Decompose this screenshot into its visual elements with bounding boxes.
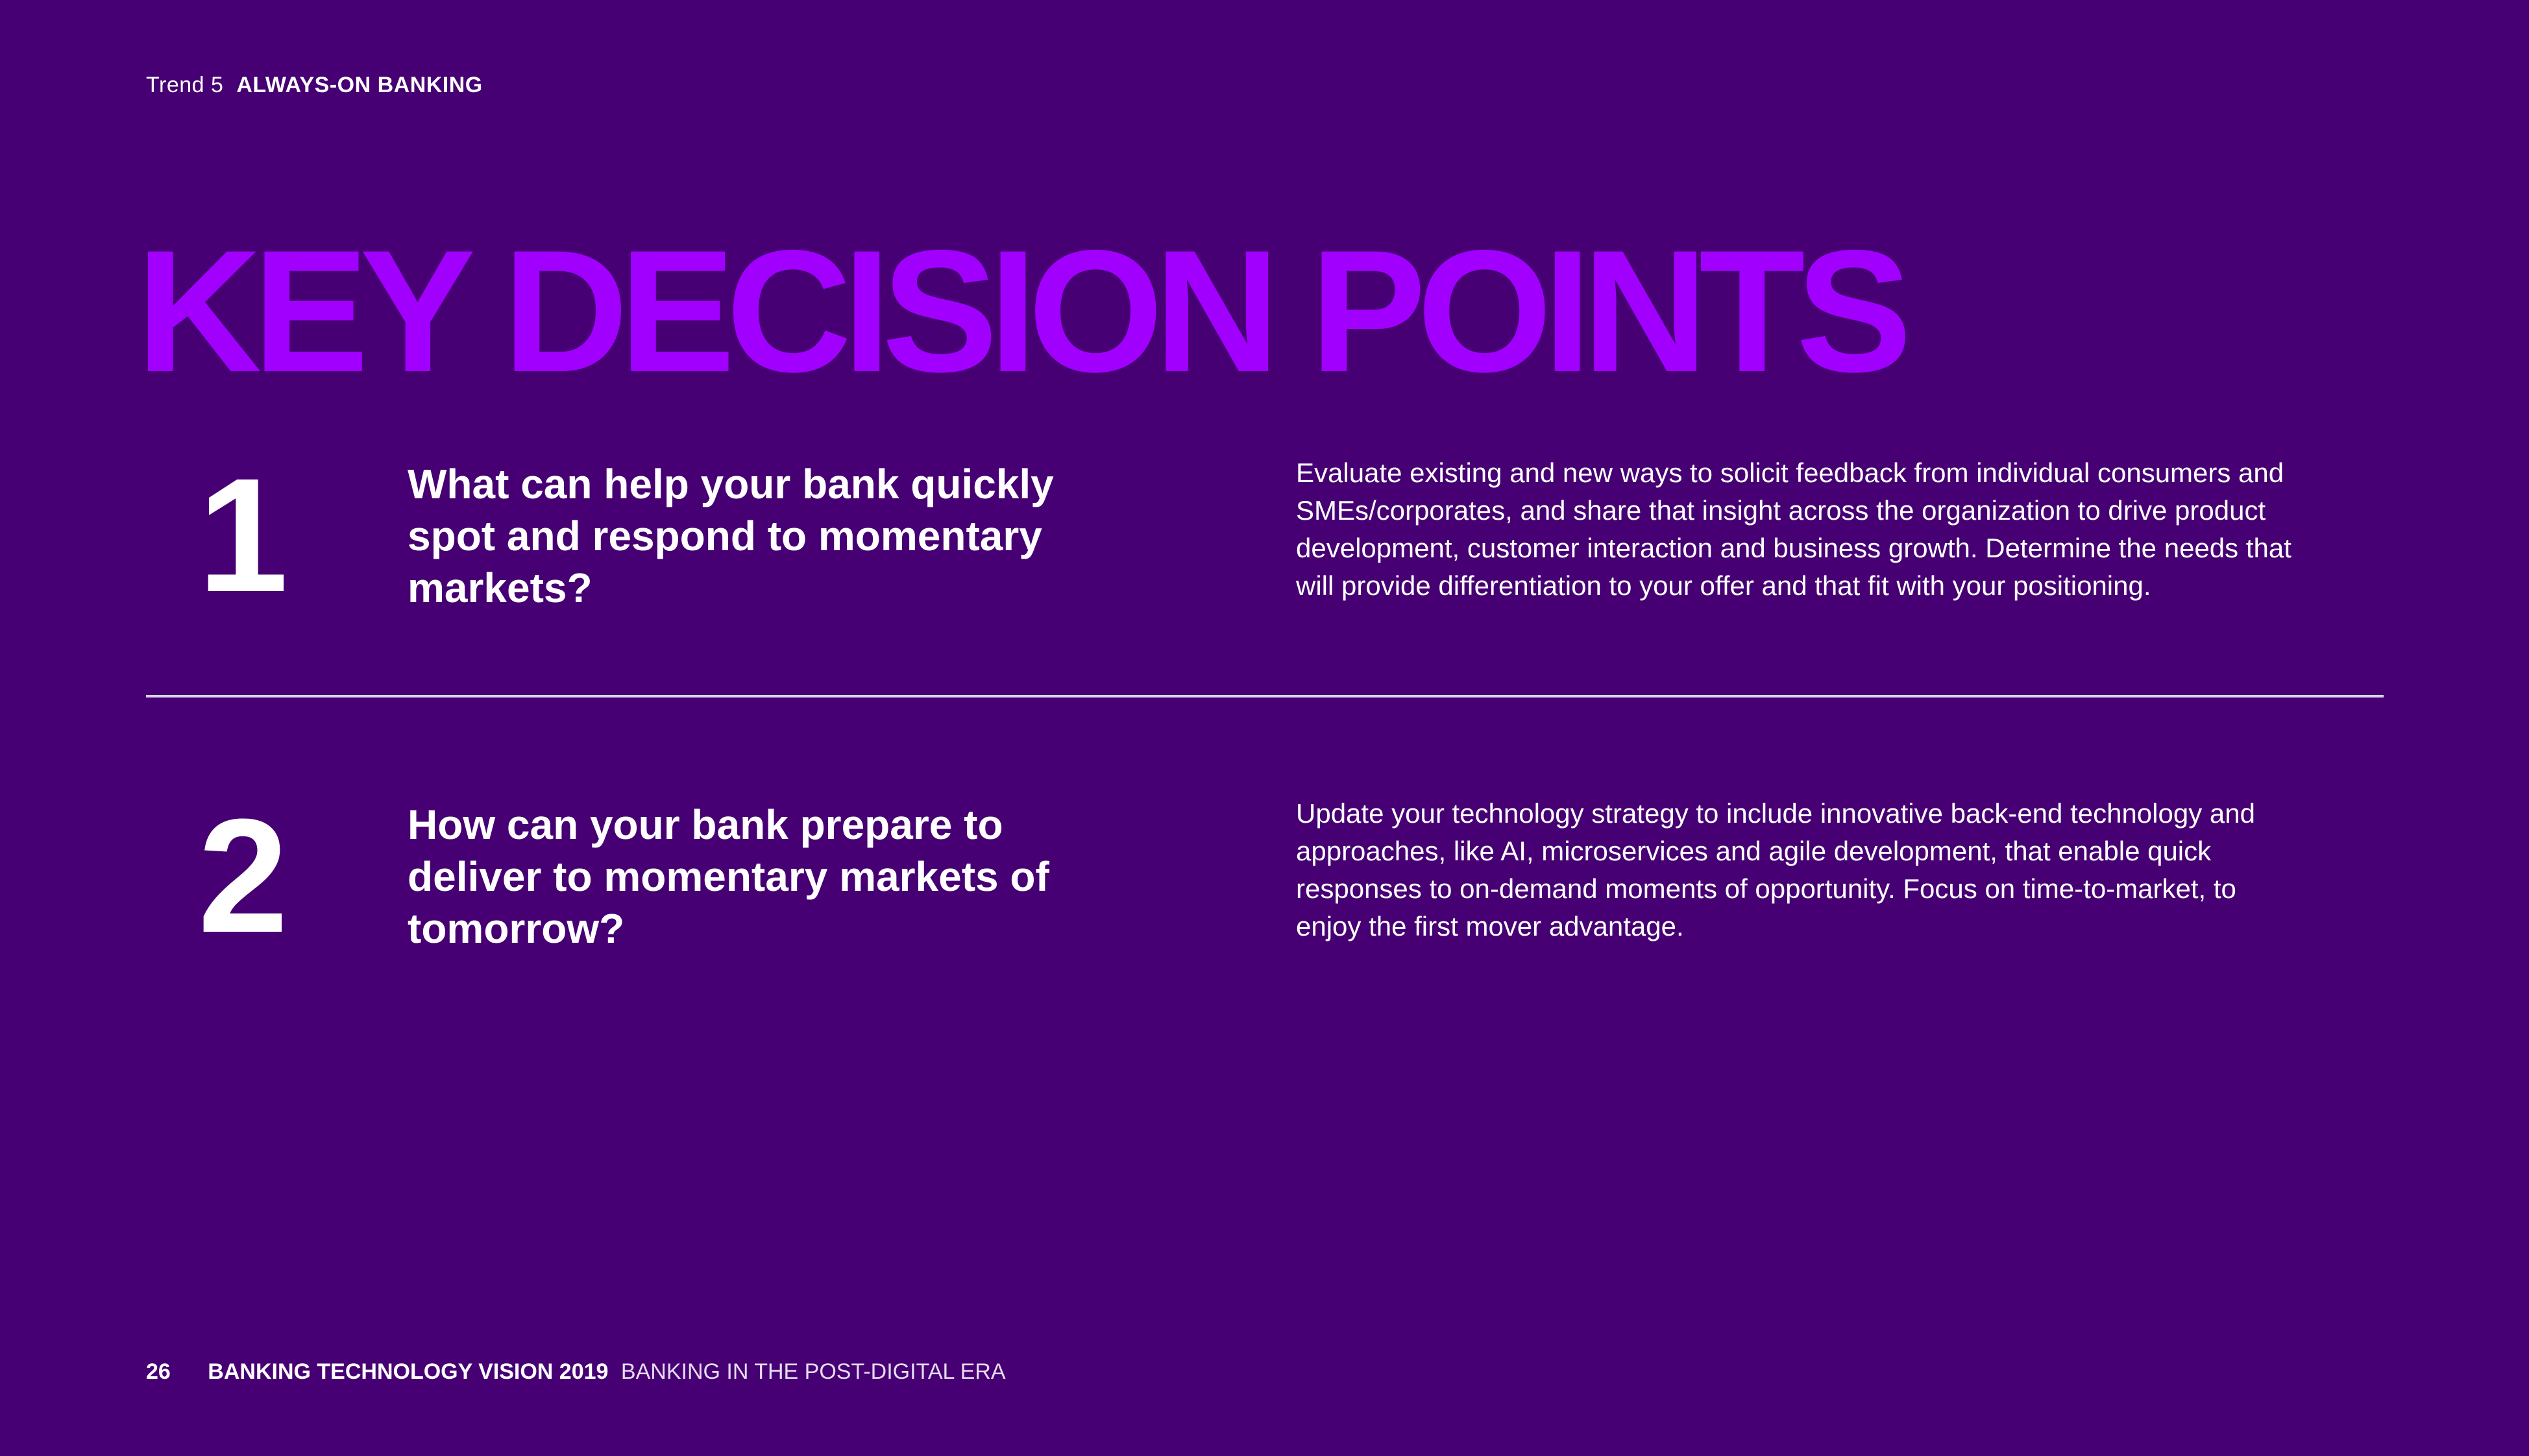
trend-title: ALWAYS-ON BANKING	[236, 73, 483, 97]
page-number: 26	[146, 1359, 171, 1384]
point-answer: Update your technology strategy to include innovative back-end technology and approaches, like AI, microservices and agile development, that enable quick responses to on-demand moments of opportunity. Focus on time-to-market, to enjoy the first mover advantage.	[1296, 798, 2255, 941]
divider	[146, 695, 2384, 698]
publication-title: BANKING TECHNOLOGY VISION 2019	[208, 1359, 609, 1384]
page-footer	[146, 1359, 1006, 1385]
decision-point-1	[0, 444, 2529, 675]
point-question: What can help your bank quickly spot and respond to momentary markets?	[408, 461, 1054, 611]
trend-label: Trend 5	[146, 73, 224, 97]
point-number: 2	[198, 785, 284, 966]
point-question: How can your bank prepare to deliver to momentary markets of tomorrow?	[408, 801, 1049, 952]
point-answer: Evaluate existing and new ways to solicit feedback from individual consumers and SMEs/corporates, and share that insight across the organization to drive product development, customer interaction and business growth. Determine the needs that will provide differentiation to your offer and that fit with your positioning.	[1296, 457, 2291, 601]
page-title: KEY DECISION POINTS	[136, 213, 1903, 408]
point-number: 1	[198, 444, 284, 625]
section-header	[146, 73, 483, 98]
publication-subtitle: BANKING IN THE POST-DIGITAL ERA	[620, 1359, 1006, 1384]
decision-point-2	[0, 785, 2529, 1015]
